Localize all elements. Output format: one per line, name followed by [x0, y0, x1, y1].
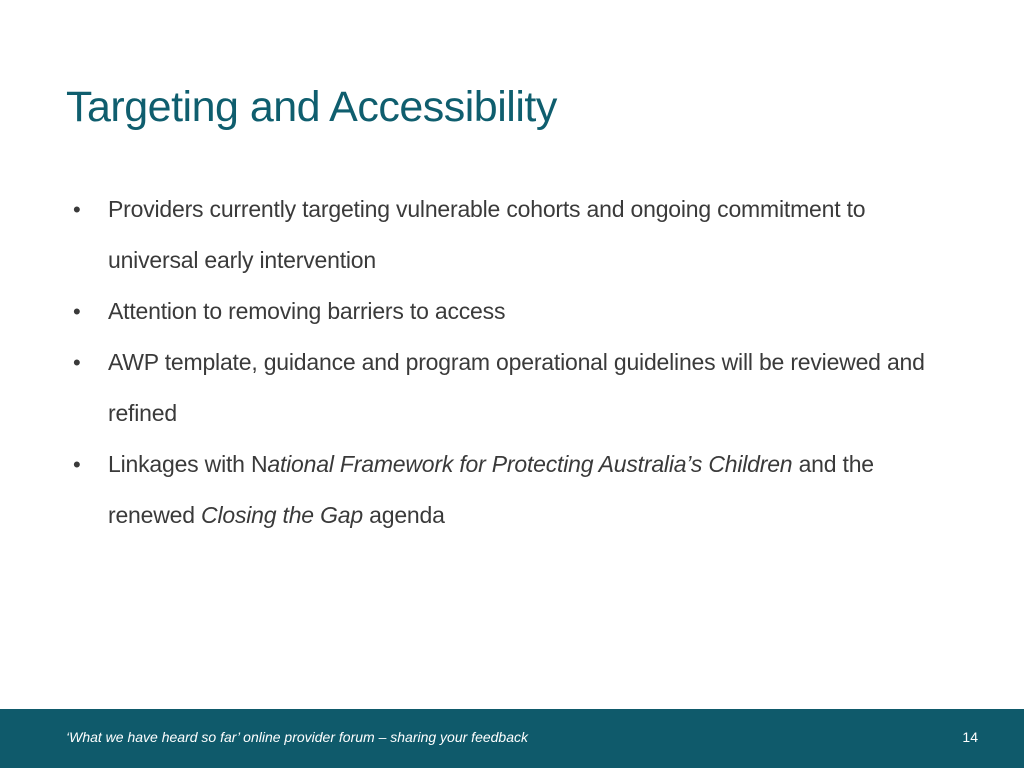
bullet-item	[70, 439, 950, 541]
slide-title: Targeting and Accessibility	[66, 83, 557, 131]
bullet-item	[70, 337, 950, 439]
bullet-text: Attention to removing barriers to access	[108, 298, 506, 324]
bullet-text-segment: and the renewed	[108, 451, 874, 528]
page-number: 14	[962, 729, 978, 745]
bullet-dot-icon: •	[73, 350, 81, 375]
bullet-text-italic-segment: ational Framework for Protecting Australia’s Children	[267, 451, 793, 477]
bullet-text-segment: Linkages with N	[108, 451, 268, 477]
bullet-dot-icon: •	[73, 299, 81, 324]
bullet-dot-icon: •	[73, 452, 81, 477]
bullet-text-segment: agenda	[362, 502, 445, 528]
bullet-text: AWP template, guidance and program operational guidelines will be reviewed and refined	[108, 349, 925, 426]
bullet-dot-icon: •	[73, 197, 81, 222]
bullet-list	[70, 184, 950, 541]
bullet-text-italic-segment: Closing the Gap	[201, 502, 363, 528]
footer-caption: ‘What we have heard so far’ online provider forum – sharing your feedback	[66, 729, 528, 745]
bullet-text: Providers currently targeting vulnerable cohorts and ongoing commitment to universal early intervention	[108, 196, 866, 273]
footer-bar	[0, 709, 1024, 768]
bullet-item	[70, 184, 950, 286]
bullet-item	[70, 286, 950, 337]
